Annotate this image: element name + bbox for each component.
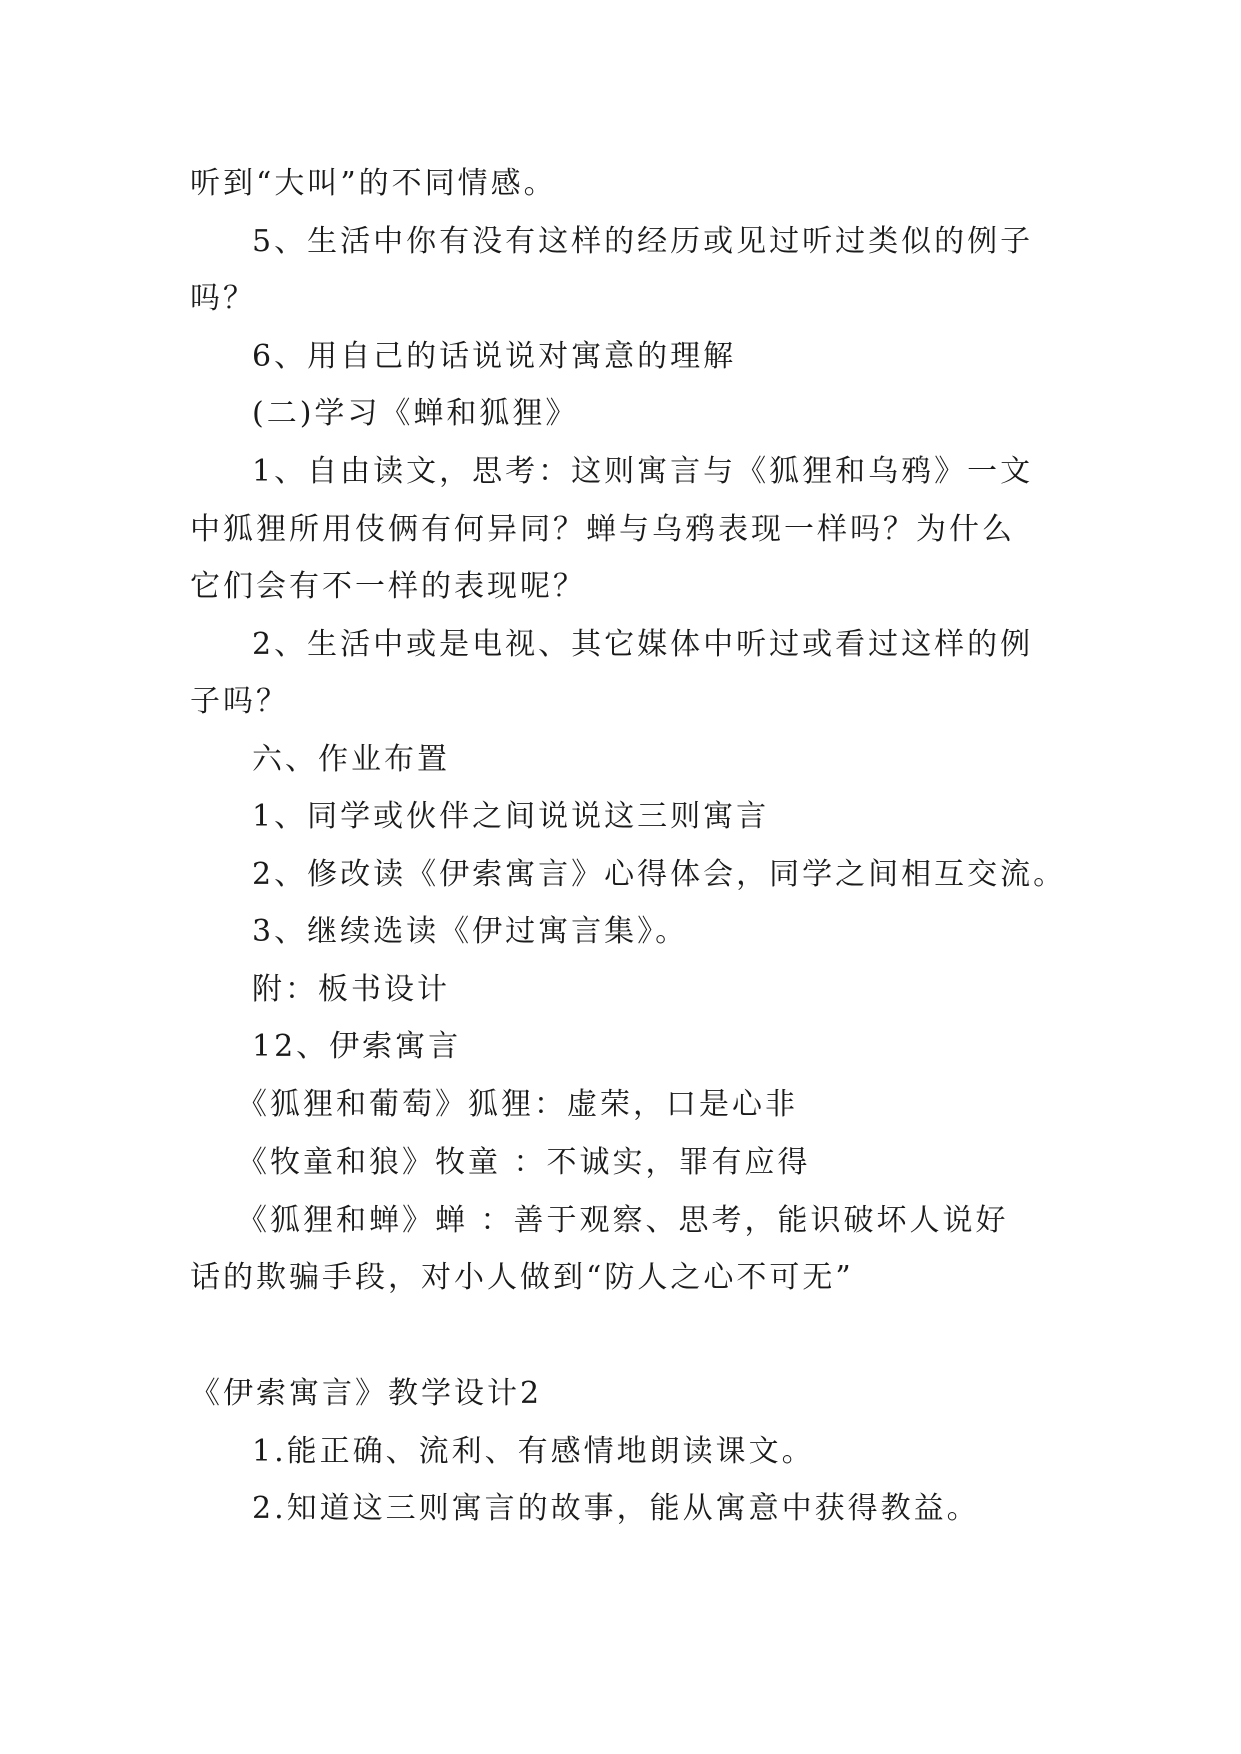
board-design-line: 话的欺骗手段，对小人做到“防人之心不可无” — [190, 1260, 854, 1295]
paragraph-line: 3、继续选读《伊过寓言集》。 — [252, 914, 689, 949]
paragraph-line: 中狐狸所用伎俩有何异同？蝉与乌鸦表现一样吗？为什么 — [190, 512, 1015, 547]
paragraph-line: 子吗？ — [190, 684, 289, 719]
paragraph-line: 6、用自己的话说说对寓意的理解 — [252, 339, 737, 374]
section-heading: 六、作业布置 — [252, 742, 450, 777]
paragraph-line: 2、生活中或是电视、其它媒体中听过或看过这样的例 — [252, 627, 1034, 662]
paragraph-line: 听到“大叫”的不同情感。 — [190, 166, 557, 201]
paragraph-line: 吗？ — [190, 281, 256, 316]
paragraph-line: 附：板书设计 — [252, 972, 450, 1007]
paragraph-line: 它们会有不一样的表现呢？ — [190, 569, 586, 604]
paragraph-line: 2.知道这三则寓言的故事，能从寓意中获得教益。 — [252, 1491, 980, 1526]
board-design-line: 《狐狸和蝉》蝉 ：善于观察、思考，能识破坏人说好 — [237, 1203, 1009, 1238]
board-design-line: 《牧童和狼》牧童 ：不诚实，罪有应得 — [237, 1145, 811, 1180]
paragraph-line: 1、自由读文，思考：这则寓言与《狐狸和乌鸦》一文 — [252, 454, 1034, 489]
paragraph-line: 1.能正确、流利、有感情地朗读课文。 — [252, 1434, 815, 1469]
board-design-line: 《狐狸和葡萄》狐狸：虚荣，口是心非 — [237, 1087, 798, 1122]
paragraph-line: 2、修改读《伊索寓言》心得体会，同学之间相互交流。 — [252, 857, 1067, 892]
document-subtitle: 《伊索寓言》教学设计2 — [190, 1376, 543, 1411]
paragraph-line: 1、同学或伙伴之间说说这三则寓言 — [252, 799, 770, 834]
paragraph-line: 5、生活中你有没有这样的经历或见过听过类似的例子 — [252, 224, 1034, 259]
section-heading: (二)学习《蝉和狐狸》 — [252, 396, 579, 431]
paragraph-line: 12、伊索寓言 — [252, 1029, 462, 1064]
